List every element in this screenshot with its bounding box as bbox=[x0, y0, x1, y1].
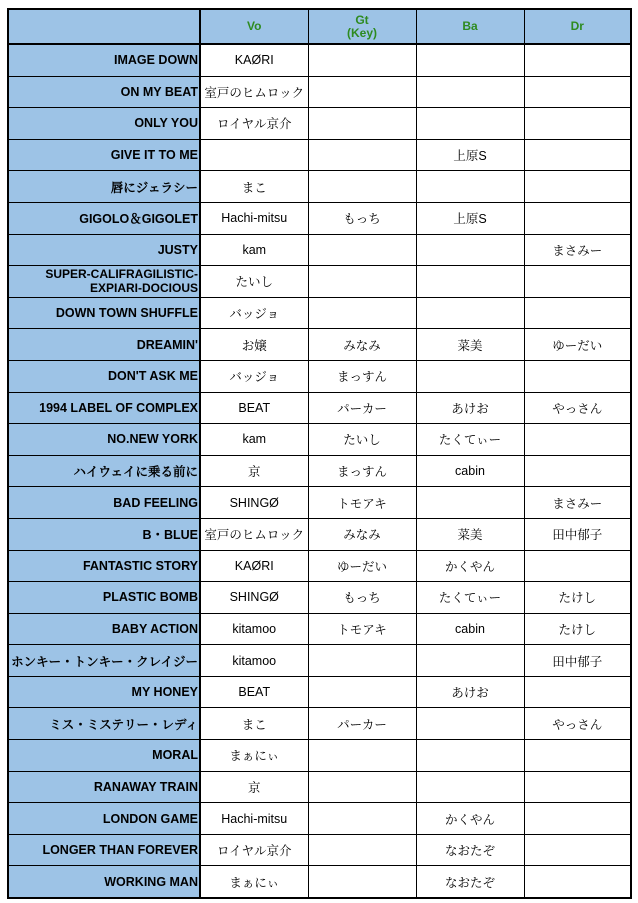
song-title-cell: LONDON GAME bbox=[8, 803, 200, 835]
header-song bbox=[8, 9, 200, 44]
drums-cell: たけし bbox=[524, 582, 631, 614]
guitar-cell bbox=[308, 645, 416, 677]
table-row bbox=[8, 424, 631, 456]
song-title-line-2: EXPIARI-DOCIOUS bbox=[89, 281, 198, 296]
bass-cell: なおたぞ bbox=[416, 834, 524, 866]
drums-cell: やっさん bbox=[524, 392, 631, 424]
guitar-cell: みなみ bbox=[308, 518, 416, 550]
vocal-cell: kam bbox=[200, 424, 308, 456]
guitar-cell bbox=[308, 834, 416, 866]
drums-cell: 田中郁子 bbox=[524, 645, 631, 677]
bass-cell: あけお bbox=[416, 676, 524, 708]
song-title-cell: DOWN TOWN SHUFFLE bbox=[8, 297, 200, 329]
bass-cell: 菜美 bbox=[416, 518, 524, 550]
table-row bbox=[8, 329, 631, 361]
drums-cell bbox=[524, 550, 631, 582]
table-row bbox=[8, 645, 631, 677]
guitar-cell bbox=[308, 44, 416, 76]
bass-cell: たくてぃー bbox=[416, 424, 524, 456]
song-title-cell: MY HONEY bbox=[8, 676, 200, 708]
guitar-cell bbox=[308, 803, 416, 835]
song-title-cell: NO.NEW YORK bbox=[8, 424, 200, 456]
bass-cell bbox=[416, 645, 524, 677]
drums-cell bbox=[524, 360, 631, 392]
vocal-cell: kitamoo bbox=[200, 613, 308, 645]
table-row bbox=[8, 866, 631, 898]
drums-cell bbox=[524, 740, 631, 772]
table-row bbox=[8, 708, 631, 740]
guitar-cell bbox=[308, 297, 416, 329]
vocal-cell: BEAT bbox=[200, 676, 308, 708]
guitar-cell: ゆーだい bbox=[308, 550, 416, 582]
vocal-cell: kam bbox=[200, 234, 308, 266]
bass-cell bbox=[416, 108, 524, 140]
drums-cell bbox=[524, 424, 631, 456]
song-title-cell: ホンキー・トンキー・クレイジー bbox=[8, 645, 200, 677]
bass-cell: かくやん bbox=[416, 803, 524, 835]
drums-cell bbox=[524, 866, 631, 898]
guitar-cell bbox=[308, 771, 416, 803]
vocal-cell: SHINGØ bbox=[200, 582, 308, 614]
guitar-cell: まっすん bbox=[308, 455, 416, 487]
guitar-cell: パーカー bbox=[308, 392, 416, 424]
bass-cell bbox=[416, 771, 524, 803]
header-drums: Dr bbox=[524, 9, 631, 44]
song-title-cell: LONGER THAN FOREVER bbox=[8, 834, 200, 866]
bass-cell: あけお bbox=[416, 392, 524, 424]
bass-cell: たくてぃー bbox=[416, 582, 524, 614]
song-title-cell: 唇にジェラシー bbox=[8, 171, 200, 203]
song-title-cell bbox=[8, 266, 200, 298]
bass-cell bbox=[416, 740, 524, 772]
table-row bbox=[8, 613, 631, 645]
header-guitar-sub: (Key) bbox=[346, 25, 377, 40]
vocal-cell: まぁにぃ bbox=[200, 740, 308, 772]
guitar-cell: トモアキ bbox=[308, 487, 416, 519]
song-title-cell: B・BLUE bbox=[8, 518, 200, 550]
guitar-cell: トモアキ bbox=[308, 613, 416, 645]
drums-cell: まさみー bbox=[524, 487, 631, 519]
bass-cell bbox=[416, 487, 524, 519]
bass-cell bbox=[416, 708, 524, 740]
header-bass: Ba bbox=[416, 9, 524, 44]
bass-cell bbox=[416, 76, 524, 108]
guitar-cell bbox=[308, 108, 416, 140]
drums-cell bbox=[524, 771, 631, 803]
bass-cell: 菜美 bbox=[416, 329, 524, 361]
bass-cell bbox=[416, 171, 524, 203]
guitar-cell bbox=[308, 234, 416, 266]
drums-cell: やっさん bbox=[524, 708, 631, 740]
bass-cell: cabin bbox=[416, 455, 524, 487]
table-row bbox=[8, 834, 631, 866]
drums-cell bbox=[524, 297, 631, 329]
drums-cell: 田中郁子 bbox=[524, 518, 631, 550]
table-row bbox=[8, 487, 631, 519]
table-row bbox=[8, 234, 631, 266]
guitar-cell: もっち bbox=[308, 202, 416, 234]
table-row bbox=[8, 202, 631, 234]
table-row bbox=[8, 740, 631, 772]
table-row bbox=[8, 392, 631, 424]
guitar-cell: みなみ bbox=[308, 329, 416, 361]
table-row bbox=[8, 771, 631, 803]
table-row bbox=[8, 139, 631, 171]
song-title-cell: ミス・ミステリー・レディ bbox=[8, 708, 200, 740]
header-row bbox=[8, 9, 631, 44]
drums-cell bbox=[524, 108, 631, 140]
vocal-cell: SHINGØ bbox=[200, 487, 308, 519]
song-title-cell: DON'T ASK ME bbox=[8, 360, 200, 392]
drums-cell bbox=[524, 834, 631, 866]
vocal-cell: 室戸のヒムロック bbox=[200, 518, 308, 550]
bass-cell: かくやん bbox=[416, 550, 524, 582]
song-title-cell: WORKING MAN bbox=[8, 866, 200, 898]
song-title-cell: IMAGE DOWN bbox=[8, 44, 200, 76]
table-row bbox=[8, 803, 631, 835]
vocal-cell: Hachi-mitsu bbox=[200, 202, 308, 234]
song-title-cell: MORAL bbox=[8, 740, 200, 772]
drums-cell bbox=[524, 76, 631, 108]
guitar-cell bbox=[308, 266, 416, 298]
table-row bbox=[8, 550, 631, 582]
member-assignment-table bbox=[7, 8, 632, 899]
drums-cell: ゆーだい bbox=[524, 329, 631, 361]
drums-cell bbox=[524, 266, 631, 298]
drums-cell bbox=[524, 139, 631, 171]
guitar-cell bbox=[308, 139, 416, 171]
bass-cell bbox=[416, 297, 524, 329]
table-row bbox=[8, 171, 631, 203]
table-row bbox=[8, 76, 631, 108]
vocal-cell: 京 bbox=[200, 771, 308, 803]
header-guitar-label: Gt bbox=[355, 12, 369, 27]
guitar-cell bbox=[308, 866, 416, 898]
guitar-cell: まっすん bbox=[308, 360, 416, 392]
song-title-cell: ON MY BEAT bbox=[8, 76, 200, 108]
guitar-cell bbox=[308, 676, 416, 708]
song-title-cell: PLASTIC BOMB bbox=[8, 582, 200, 614]
guitar-cell: たいし bbox=[308, 424, 416, 456]
vocal-cell: バッジョ bbox=[200, 360, 308, 392]
table-row bbox=[8, 676, 631, 708]
bass-cell bbox=[416, 44, 524, 76]
table-row bbox=[8, 518, 631, 550]
song-title-cell: ハイウェイに乗る前に bbox=[8, 455, 200, 487]
table-row bbox=[8, 582, 631, 614]
song-title-cell: FANTASTIC STORY bbox=[8, 550, 200, 582]
drums-cell bbox=[524, 803, 631, 835]
drums-cell: たけし bbox=[524, 613, 631, 645]
vocal-cell: KAØRI bbox=[200, 44, 308, 76]
vocal-cell: 京 bbox=[200, 455, 308, 487]
song-title-cell: GIVE IT TO ME bbox=[8, 139, 200, 171]
vocal-cell: BEAT bbox=[200, 392, 308, 424]
header-guitar bbox=[308, 9, 416, 44]
drums-cell bbox=[524, 171, 631, 203]
guitar-cell: もっち bbox=[308, 582, 416, 614]
song-title-cell: BABY ACTION bbox=[8, 613, 200, 645]
song-title-line-1: SUPER-CALIFRAGILISTIC- bbox=[45, 267, 198, 282]
bass-cell: 上原S bbox=[416, 139, 524, 171]
table-row bbox=[8, 266, 631, 298]
guitar-cell bbox=[308, 171, 416, 203]
bass-cell bbox=[416, 266, 524, 298]
song-title-cell: RANAWAY TRAIN bbox=[8, 771, 200, 803]
vocal-cell: ロイヤル京介 bbox=[200, 108, 308, 140]
vocal-cell: kitamoo bbox=[200, 645, 308, 677]
vocal-cell: バッジョ bbox=[200, 297, 308, 329]
guitar-cell bbox=[308, 740, 416, 772]
song-title-cell: DREAMIN' bbox=[8, 329, 200, 361]
vocal-cell: お嬢 bbox=[200, 329, 308, 361]
vocal-cell: まぁにぃ bbox=[200, 866, 308, 898]
drums-cell bbox=[524, 676, 631, 708]
drums-cell bbox=[524, 202, 631, 234]
guitar-cell: パーカー bbox=[308, 708, 416, 740]
vocal-cell: たいし bbox=[200, 266, 308, 298]
guitar-cell bbox=[308, 76, 416, 108]
song-title-cell: BAD FEELING bbox=[8, 487, 200, 519]
drums-cell: まさみー bbox=[524, 234, 631, 266]
header-vocal: Vo bbox=[200, 9, 308, 44]
bass-cell: 上原S bbox=[416, 202, 524, 234]
song-title-cell: ONLY YOU bbox=[8, 108, 200, 140]
bass-cell: なおたぞ bbox=[416, 866, 524, 898]
table-row bbox=[8, 360, 631, 392]
vocal-cell: KAØRI bbox=[200, 550, 308, 582]
vocal-cell: まこ bbox=[200, 171, 308, 203]
song-title-cell: JUSTY bbox=[8, 234, 200, 266]
vocal-cell bbox=[200, 139, 308, 171]
drums-cell bbox=[524, 455, 631, 487]
vocal-cell: ロイヤル京介 bbox=[200, 834, 308, 866]
song-title-cell: 1994 LABEL OF COMPLEX bbox=[8, 392, 200, 424]
song-title-cell: GIGOLO＆GIGOLET bbox=[8, 202, 200, 234]
table-row bbox=[8, 297, 631, 329]
table-row bbox=[8, 108, 631, 140]
table-row bbox=[8, 455, 631, 487]
bass-cell: cabin bbox=[416, 613, 524, 645]
drums-cell bbox=[524, 44, 631, 76]
table-row bbox=[8, 44, 631, 76]
vocal-cell: 室戸のヒムロック bbox=[200, 76, 308, 108]
vocal-cell: まこ bbox=[200, 708, 308, 740]
bass-cell bbox=[416, 360, 524, 392]
vocal-cell: Hachi-mitsu bbox=[200, 803, 308, 835]
bass-cell bbox=[416, 234, 524, 266]
